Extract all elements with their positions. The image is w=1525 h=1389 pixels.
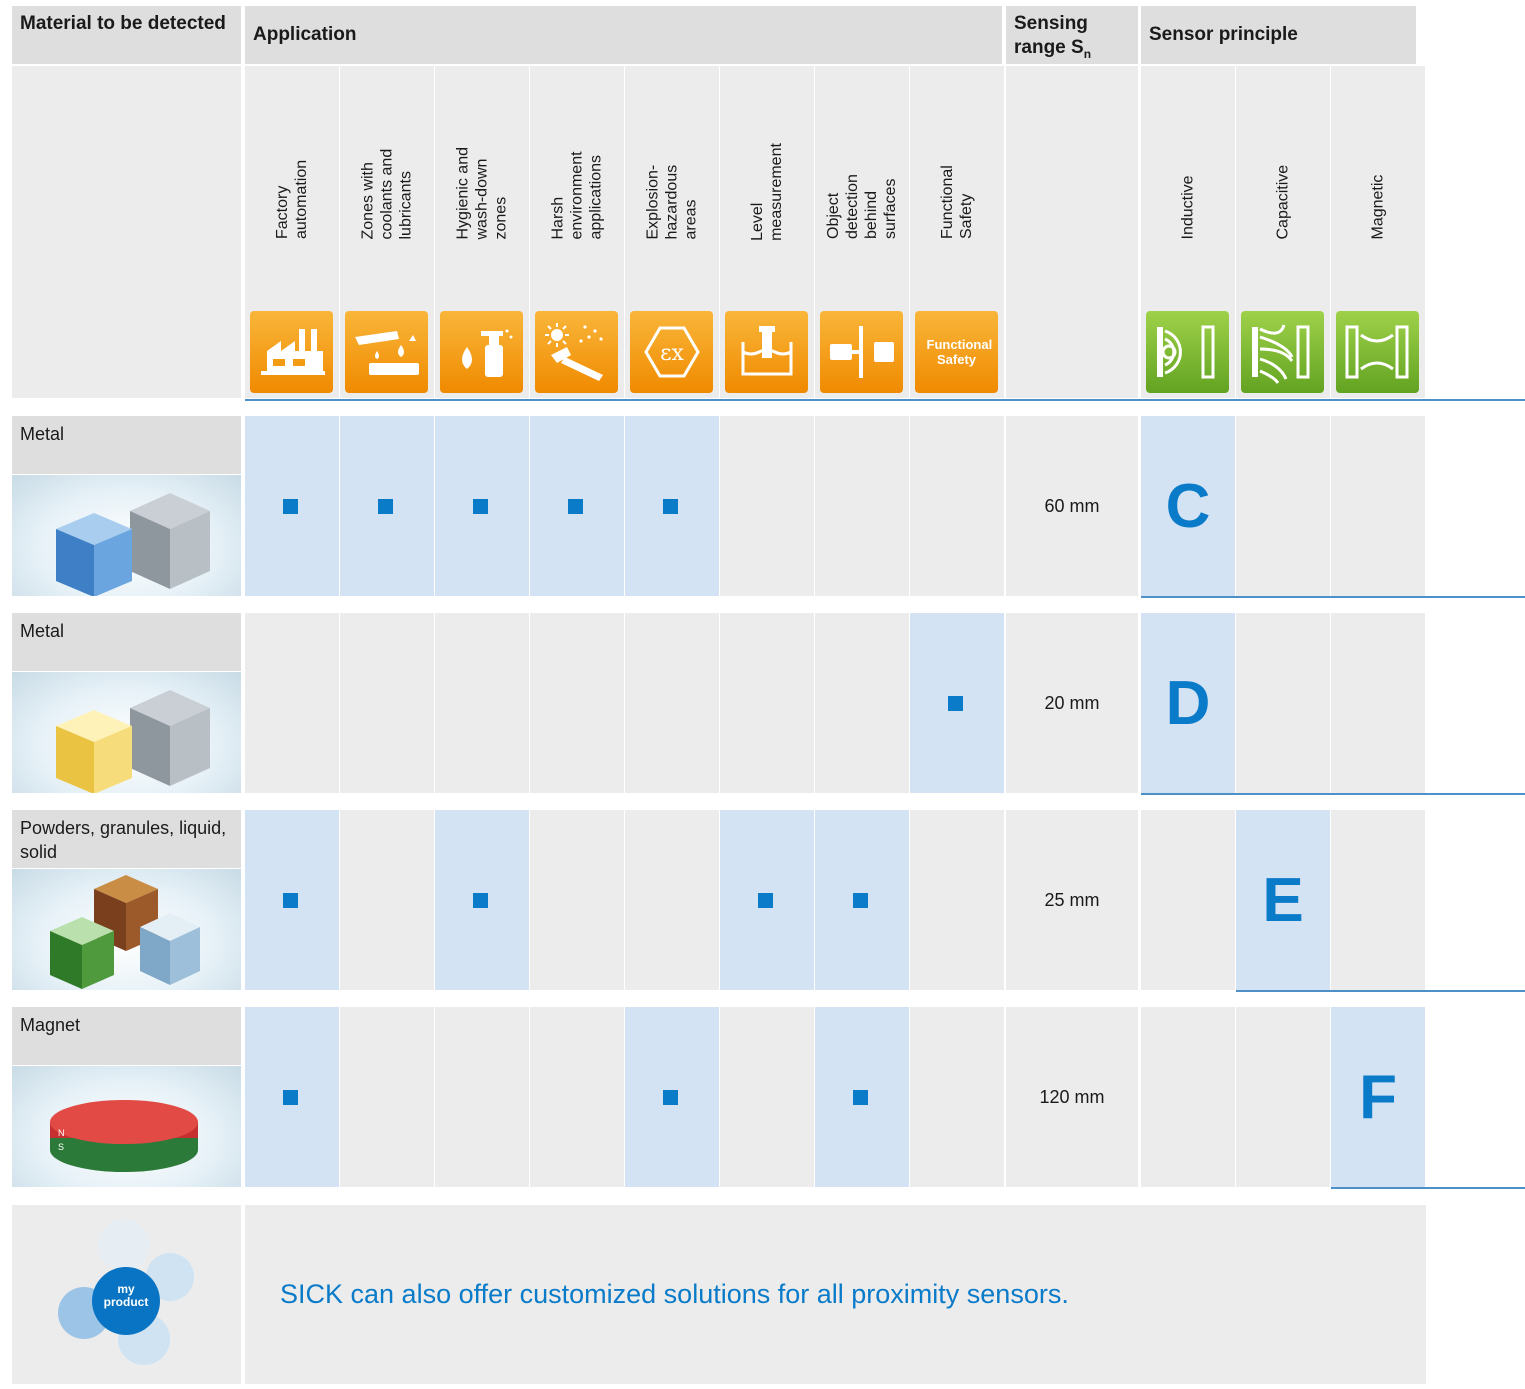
application-label: Object detection behind surfaces (825, 174, 899, 239)
object-behind-surface-icon (820, 311, 903, 393)
range-subheader-cell (1006, 66, 1138, 398)
blue-and-steel-cubes-image (12, 475, 241, 596)
sensing-range-label: Sensing range S (1014, 13, 1088, 58)
application-label-wrap (530, 76, 624, 308)
coolant-icon (345, 311, 428, 393)
application-cell (340, 1007, 434, 1187)
principle-cell (1141, 810, 1235, 990)
application-label: Zones with coolants and lubricants (359, 148, 415, 239)
sensing-range-subscript: n (1083, 46, 1092, 61)
my-product-logo-text-1: my (117, 1282, 135, 1296)
applicable-marker (663, 1090, 678, 1105)
application-label: Harsh environment applications (549, 150, 605, 239)
principle-cell (1331, 613, 1425, 793)
application-label: Level measurement (749, 143, 785, 241)
applicable-marker (283, 1090, 298, 1105)
principle-label-wrap (1331, 76, 1425, 308)
application-cell (910, 416, 1004, 596)
principle-label: Inductive (1179, 174, 1197, 239)
material-label: Metal (12, 416, 241, 474)
application-label-wrap (625, 76, 719, 308)
application-cell (910, 810, 1004, 990)
application-cell (435, 613, 529, 793)
application-cell (720, 1007, 814, 1187)
factory-icon (250, 311, 333, 393)
customized-solutions-text: SICK can also offer customized solutions for all proximity sensors. (280, 1279, 1069, 1309)
applicable-marker (473, 499, 488, 514)
row-rule (1236, 990, 1525, 992)
application-label-wrap (245, 76, 339, 308)
functional-safety-icon-text: Functional Safety (926, 337, 993, 367)
row-rule (1141, 596, 1525, 598)
sensing-range-value: 20 mm (1006, 613, 1138, 793)
product-family-letter[interactable]: D (1165, 668, 1211, 738)
product-family-letter[interactable]: C (1165, 471, 1211, 541)
material-label: Magnet (12, 1007, 241, 1065)
my-product-logo-text (92, 1283, 160, 1323)
principle-label-wrap (1141, 76, 1235, 308)
inductive-icon (1146, 311, 1229, 393)
application-cell (910, 1007, 1004, 1187)
application-cell (815, 416, 909, 596)
principle-cell (1141, 1007, 1235, 1187)
applicable-marker (948, 696, 963, 711)
applicable-marker (568, 499, 583, 514)
principle-label-wrap (1236, 76, 1330, 308)
principle-cell (1331, 416, 1425, 596)
application-cell (530, 1007, 624, 1187)
sensing-range-header (1006, 6, 1138, 64)
principle-label: Magnetic (1369, 174, 1387, 239)
material-label: Metal (12, 613, 241, 671)
applicable-marker (663, 499, 678, 514)
product-family-letter[interactable]: F (1359, 1062, 1397, 1132)
magnetic-icon (1336, 311, 1419, 393)
functional-safety-icon (915, 311, 998, 393)
application-cell (340, 613, 434, 793)
principle-cell (1236, 613, 1330, 793)
sensor-principle-header: Sensor principle (1141, 6, 1416, 64)
product-family-letter[interactable]: E (1262, 865, 1304, 935)
row-rule (1331, 1187, 1525, 1189)
capacitive-icon (1241, 311, 1324, 393)
sensing-range-value: 120 mm (1006, 1007, 1138, 1187)
harsh-environment-icon (535, 311, 618, 393)
powder-cubes-image (12, 869, 241, 990)
svg-text:S: S (58, 1142, 65, 1152)
principle-cell (1236, 1007, 1330, 1187)
material-label: Powders, granules, liquid, solid (12, 810, 241, 868)
applicable-marker (283, 499, 298, 514)
application-cell (625, 613, 719, 793)
application-label-wrap (720, 76, 814, 308)
header-rule (245, 399, 1525, 401)
material-subheader-cell (12, 66, 241, 398)
spray-bottle-icon (440, 311, 523, 393)
principle-label: Capacitive (1274, 164, 1292, 239)
application-label: Explosion-hazardous areas (644, 164, 700, 239)
application-cell (625, 810, 719, 990)
sensing-range-value: 25 mm (1006, 810, 1138, 990)
application-cell (340, 810, 434, 990)
level-measurement-icon (725, 311, 808, 393)
application-cell (245, 613, 339, 793)
ex-icon (630, 311, 713, 393)
row-rule (1141, 793, 1525, 795)
application-cell (530, 613, 624, 793)
applicable-marker (853, 1090, 868, 1105)
material-header: Material to be detected (12, 6, 241, 64)
applicable-marker (853, 893, 868, 908)
application-cell (435, 1007, 529, 1187)
application-header: Application (245, 6, 1002, 64)
svg-text:N: N (58, 1128, 65, 1138)
application-label-wrap (340, 76, 434, 308)
application-label: Hygienic and wash-down zones (454, 146, 510, 239)
applicable-marker (473, 893, 488, 908)
application-cell (720, 416, 814, 596)
application-label-wrap (815, 76, 909, 308)
application-label-wrap (910, 76, 1004, 308)
svg-text:εx: εx (659, 341, 684, 366)
sensing-range-value: 60 mm (1006, 416, 1138, 596)
application-cell (530, 810, 624, 990)
disc-magnet-image (12, 1066, 241, 1187)
applicable-marker (378, 499, 393, 514)
applicable-marker (758, 893, 773, 908)
application-cell (815, 613, 909, 793)
application-label-wrap (435, 76, 529, 308)
application-cell (720, 613, 814, 793)
applicable-marker (283, 893, 298, 908)
yellow-and-steel-cubes-image (12, 672, 241, 793)
application-label: Factory automation (274, 159, 310, 239)
principle-cell (1331, 810, 1425, 990)
my-product-logo-text-2: product (103, 1295, 149, 1309)
application-label: Functional Safety (939, 165, 975, 239)
principle-cell (1236, 416, 1330, 596)
